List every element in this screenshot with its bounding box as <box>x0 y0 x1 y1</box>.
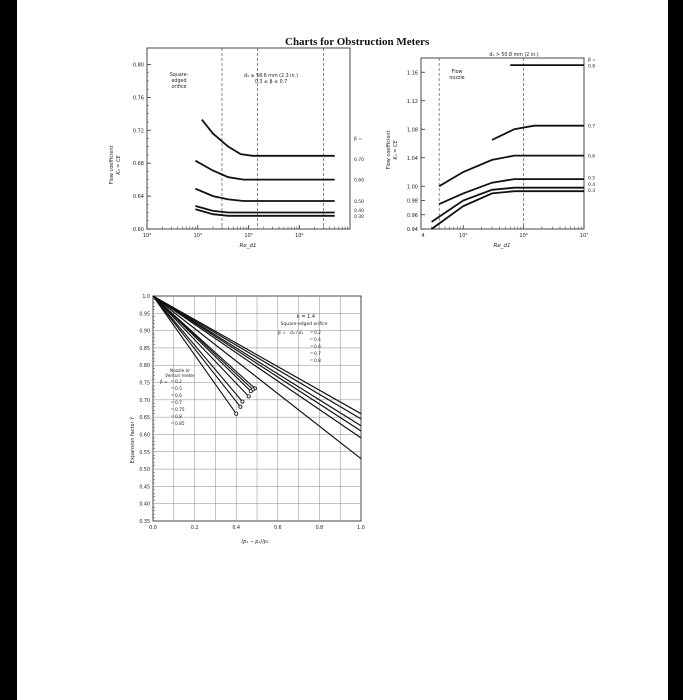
orifice-label: Square-edged orifice <box>280 322 328 327</box>
y-tick-label: 0.98 <box>406 198 418 205</box>
nozzle-beta-value: 0.2 <box>175 380 182 385</box>
y-tick-label: 0.80 <box>139 364 150 370</box>
y-tick-label: 0.60 <box>139 433 150 439</box>
y-axis-label-formula: K₀ = CE <box>116 155 122 175</box>
charts-canvas <box>17 0 668 700</box>
beta-label: 0.7 <box>588 124 596 130</box>
y-tick-label: 0.60 <box>132 227 144 233</box>
nozzle-beta-0.85-endpoint <box>235 412 238 415</box>
beta-label: 0.30 <box>354 214 365 220</box>
beta-0.6-curve <box>439 156 584 187</box>
beta-label: 0.4 <box>588 183 596 189</box>
nozzle-beta-0.7-endpoint <box>247 395 250 398</box>
nozzle-beta-value: 0.85 <box>175 422 185 427</box>
x-tick-label: 0.4 <box>232 526 241 531</box>
y-tick-label: 0.80 <box>132 62 144 69</box>
y-tick-label: 0.72 <box>132 128 144 135</box>
x-tick-label: 0.8 <box>315 526 324 531</box>
x-axis-label: Re_d1 <box>493 243 511 249</box>
x-tick-label: 10⁶ <box>519 233 528 239</box>
orifice-chart <box>109 48 364 249</box>
y-tick-label: 0.55 <box>139 450 150 456</box>
orifice-annotation: edged <box>171 79 187 84</box>
x-axis-label: (p₁ − p₂)/p₁ <box>241 540 269 545</box>
x-tick-label: 10⁴ <box>193 233 202 239</box>
nozzle-chart <box>386 52 596 249</box>
orifice-beta-value: 0.6 <box>314 345 321 350</box>
page <box>17 0 668 700</box>
y-tick-label: 1.08 <box>406 127 418 134</box>
orifice-condition-annotation: 0.3 ≤ β ≤ 0.7 <box>254 80 288 85</box>
orifice-beta-value: 0.8 <box>314 359 321 364</box>
beta-label: 0.40 <box>354 209 365 215</box>
beta-0.7-curve <box>492 126 584 140</box>
x-tick-label: 4 <box>421 233 425 239</box>
y-tick-label: 0.35 <box>139 520 150 525</box>
y-tick-label: 0.95 <box>139 312 150 318</box>
y-tick-label: 1.00 <box>406 184 418 191</box>
y-tick-label: 0.85 <box>139 346 150 352</box>
page-title: Charts for Obstruction Meters <box>285 36 430 48</box>
beta-0.70-label: 0.70 <box>354 157 365 163</box>
beta-label: 0.50 <box>354 200 365 206</box>
x-tick-label: 10⁵ <box>244 233 253 239</box>
beta-label: 0.3 <box>588 188 596 194</box>
y-tick-label: 0.75 <box>139 381 150 387</box>
nozzle-beta-0.8-endpoint <box>239 405 242 408</box>
x-tick-label: 0.0 <box>149 526 157 531</box>
nozzle-beta-value: 0.5 <box>175 387 182 392</box>
nozzle-annotation: Flow <box>451 70 463 75</box>
y-tick-label: 0.65 <box>139 416 150 422</box>
nozzle-plot-frame <box>421 58 584 229</box>
nozzle-label: Venturi meter <box>165 374 195 379</box>
nozzle-beta-0.8-line <box>153 296 240 407</box>
orifice-beta-value: 0.4 <box>314 338 321 343</box>
y-tick-label: 0.40 <box>139 502 150 508</box>
orifice-condition-annotation: d₁ ≥ 58.6 mm (2.3 in.) <box>244 74 298 79</box>
nozzle-annotation: nozzle <box>449 76 465 81</box>
y-tick-label: 0.76 <box>132 95 144 102</box>
orifice-beta-prefix: β = <box>278 331 287 336</box>
beta-0.4-curve <box>432 188 584 222</box>
x-axis-label: Re_d1 <box>239 243 257 249</box>
y-tick-label: 0.68 <box>132 161 144 168</box>
k-label: k = 1.4 <box>296 314 316 320</box>
beta-label: 0.6 <box>588 154 596 160</box>
y-tick-label: 0.64 <box>132 194 144 201</box>
orifice-annotation: orifice <box>171 85 187 90</box>
y-axis-label: Flow coefficient <box>386 130 392 170</box>
nozzle-beta-value: 0.6 <box>175 394 182 399</box>
y-tick-label: 0.94 <box>406 227 418 233</box>
y-tick-label: 0.70 <box>139 398 150 404</box>
beta-0.8-label: 0.8 <box>588 64 596 70</box>
y-tick-label: 0.50 <box>139 468 150 474</box>
nozzle-beta-value: 0.8 <box>175 415 182 420</box>
y-tick-label: 0.96 <box>406 212 418 219</box>
y-tick-label: 1.12 <box>406 98 418 105</box>
y-tick-label: 0.45 <box>139 485 150 491</box>
beta-label: 0.60 <box>354 178 365 184</box>
y-axis-label-formula: K₀ = CE <box>393 140 399 160</box>
y-tick-label: 1.16 <box>406 70 418 77</box>
nozzle-beta-prefix: β = <box>160 380 168 385</box>
y-tick-label: 0.90 <box>139 329 150 335</box>
nozzle-beta-0.75-line <box>153 296 242 402</box>
nozzle-beta-value: 0.7 <box>175 401 182 406</box>
beta-label: 0.5 <box>588 176 596 182</box>
x-tick-label: 10⁵ <box>459 233 468 239</box>
beta-0.40-curve <box>195 206 334 213</box>
orifice-beta-value: 0.7 <box>314 352 321 357</box>
orifice-beta-value: 0.2 <box>314 331 321 336</box>
orifice-diameter-ratio: d₂ / d₁ <box>290 331 304 336</box>
x-tick-label: 10⁶ <box>295 233 304 239</box>
beta-header-label: β = <box>354 137 363 143</box>
nozzle-beta-value: 0.75 <box>175 408 185 413</box>
x-tick-label: 10⁷ <box>579 233 589 239</box>
x-tick-label: 1.0 <box>357 526 365 531</box>
nozzle-beta-0.6-endpoint <box>249 390 252 393</box>
beta-0.60-curve <box>195 161 334 180</box>
nozzle-beta-0.75-endpoint <box>241 400 244 403</box>
orifice-annotation: Square- <box>169 73 189 78</box>
y-axis-label: Expansion factor Y <box>130 416 136 464</box>
x-tick-label: 10³ <box>142 233 152 239</box>
beta-0.50-curve <box>195 189 334 201</box>
beta-header-label: β = <box>588 57 597 63</box>
x-tick-label: 0.6 <box>273 526 282 531</box>
nozzle-label: Nozzle or <box>170 369 190 374</box>
nozzle-condition-annotation: d₁ > 50.8 mm (2 in.) <box>489 53 539 58</box>
y-tick-label: 1.0 <box>142 295 150 300</box>
y-tick-label: 1.04 <box>406 155 418 162</box>
y-axis-label: Flow coefficient <box>109 145 115 185</box>
x-tick-label: 0.2 <box>190 526 199 531</box>
expansion-chart <box>130 294 365 545</box>
